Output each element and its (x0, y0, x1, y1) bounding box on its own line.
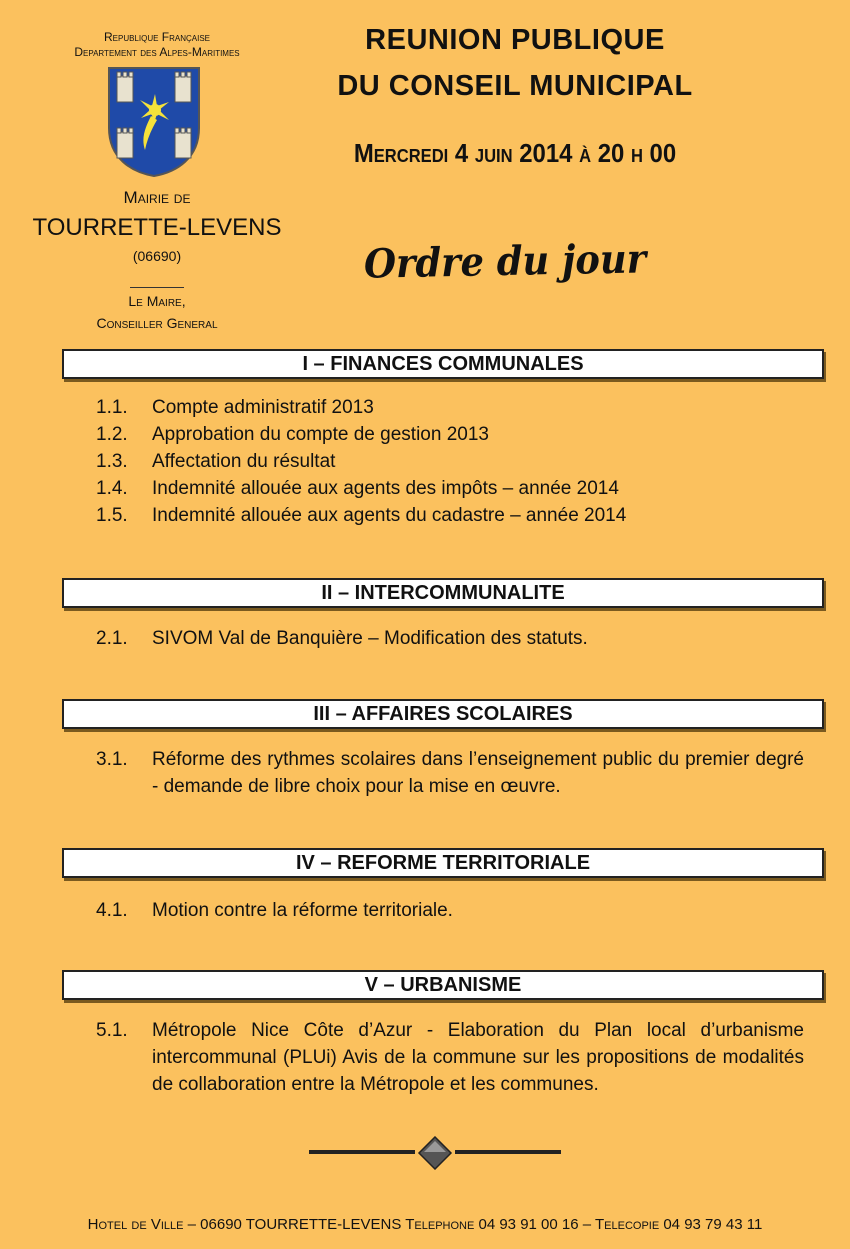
item-number: 1.3. (96, 451, 128, 472)
title-line-2: DU CONSEIL MUNICIPAL (337, 70, 693, 102)
section-items-finances (96, 394, 804, 529)
coat-of-arms-icon (107, 66, 201, 178)
departement: Departement des Alpes-Maritimes (74, 45, 240, 59)
list-item (96, 394, 804, 421)
list-item (96, 897, 804, 924)
item-number: 5.1. (96, 1020, 128, 1041)
postal-code: (06690) (132, 248, 182, 264)
section-heading-finances: I – FINANCES COMMUNALES (62, 349, 824, 379)
section-items-affaires-scolaires (96, 746, 804, 800)
section-heading-affaires-scolaires: III – AFFAIRES SCOLAIRES (62, 699, 824, 729)
footer-contact: Hotel de Ville – 06690 TOURRETTE-LEVENS Telephone 04 93 91 00 16 – Telecopie 04 93 79 43 11 (87, 1216, 763, 1233)
item-number: 1.1. (96, 397, 128, 418)
item-text: Motion contre la réforme territoriale. (152, 900, 453, 921)
title-line-1: REUNION PUBLIQUE (365, 24, 665, 56)
list-item (96, 475, 804, 502)
item-number: 2.1. (96, 628, 128, 649)
town-name: TOURRETTE-LEVENS (32, 214, 282, 241)
ornament-diamond-icon (305, 1136, 565, 1170)
section-items-intercommunalite (96, 625, 804, 652)
maire-label: Le Maire, (128, 293, 186, 309)
list-item (96, 1017, 804, 1098)
list-item (96, 421, 804, 448)
list-item (96, 448, 804, 475)
section-heading-urbanisme: V – URBANISME (62, 970, 824, 1000)
item-text: Indemnité allouée aux agents du cadastre – année 2014 (152, 505, 627, 526)
item-text: Approbation du compte de gestion 2013 (152, 424, 489, 445)
item-text: Compte administratif 2013 (152, 397, 374, 418)
list-item (96, 502, 804, 529)
meeting-date: Mercredi 4 juin 2014 à 20 h 00 (353, 138, 677, 168)
item-number: 4.1. (96, 900, 128, 921)
item-number: 1.4. (96, 478, 128, 499)
section-heading-intercommunalite: II – INTERCOMMUNALITE (62, 578, 824, 608)
item-text: Réforme des rythmes scolaires dans l’enseignement public du premier degré - demande de libre choix pour la mise en œuvre. (152, 749, 804, 797)
list-item (96, 746, 804, 800)
section-items-urbanisme (96, 1017, 804, 1098)
list-item (96, 625, 804, 652)
item-number: 1.2. (96, 424, 128, 445)
republique-francaise: Republique Française (103, 30, 211, 44)
conseiller-label: Conseiller General (96, 315, 218, 331)
divider (130, 287, 184, 288)
ordre-du-jour: Ordre du jour (363, 235, 647, 288)
item-text: Indemnité allouée aux agents des impôts – année 2014 (152, 478, 619, 499)
item-text: Métropole Nice Côte d’Azur - Elaboration du Plan local d’urbanisme intercommunal (PLUi) Avis de la commune sur les propositions de modalités de collaboration entre la Métropole et les communes. (152, 1020, 804, 1095)
item-text: Affectation du résultat (152, 451, 336, 472)
mairie-de-label: Mairie de (123, 188, 191, 207)
section-heading-reforme-territoriale: IV – REFORME TERRITORIALE (62, 848, 824, 878)
item-number: 1.5. (96, 505, 128, 526)
section-items-reforme-territoriale (96, 897, 804, 924)
item-number: 3.1. (96, 749, 128, 770)
item-text: SIVOM Val de Banquière – Modification des statuts. (152, 628, 588, 649)
